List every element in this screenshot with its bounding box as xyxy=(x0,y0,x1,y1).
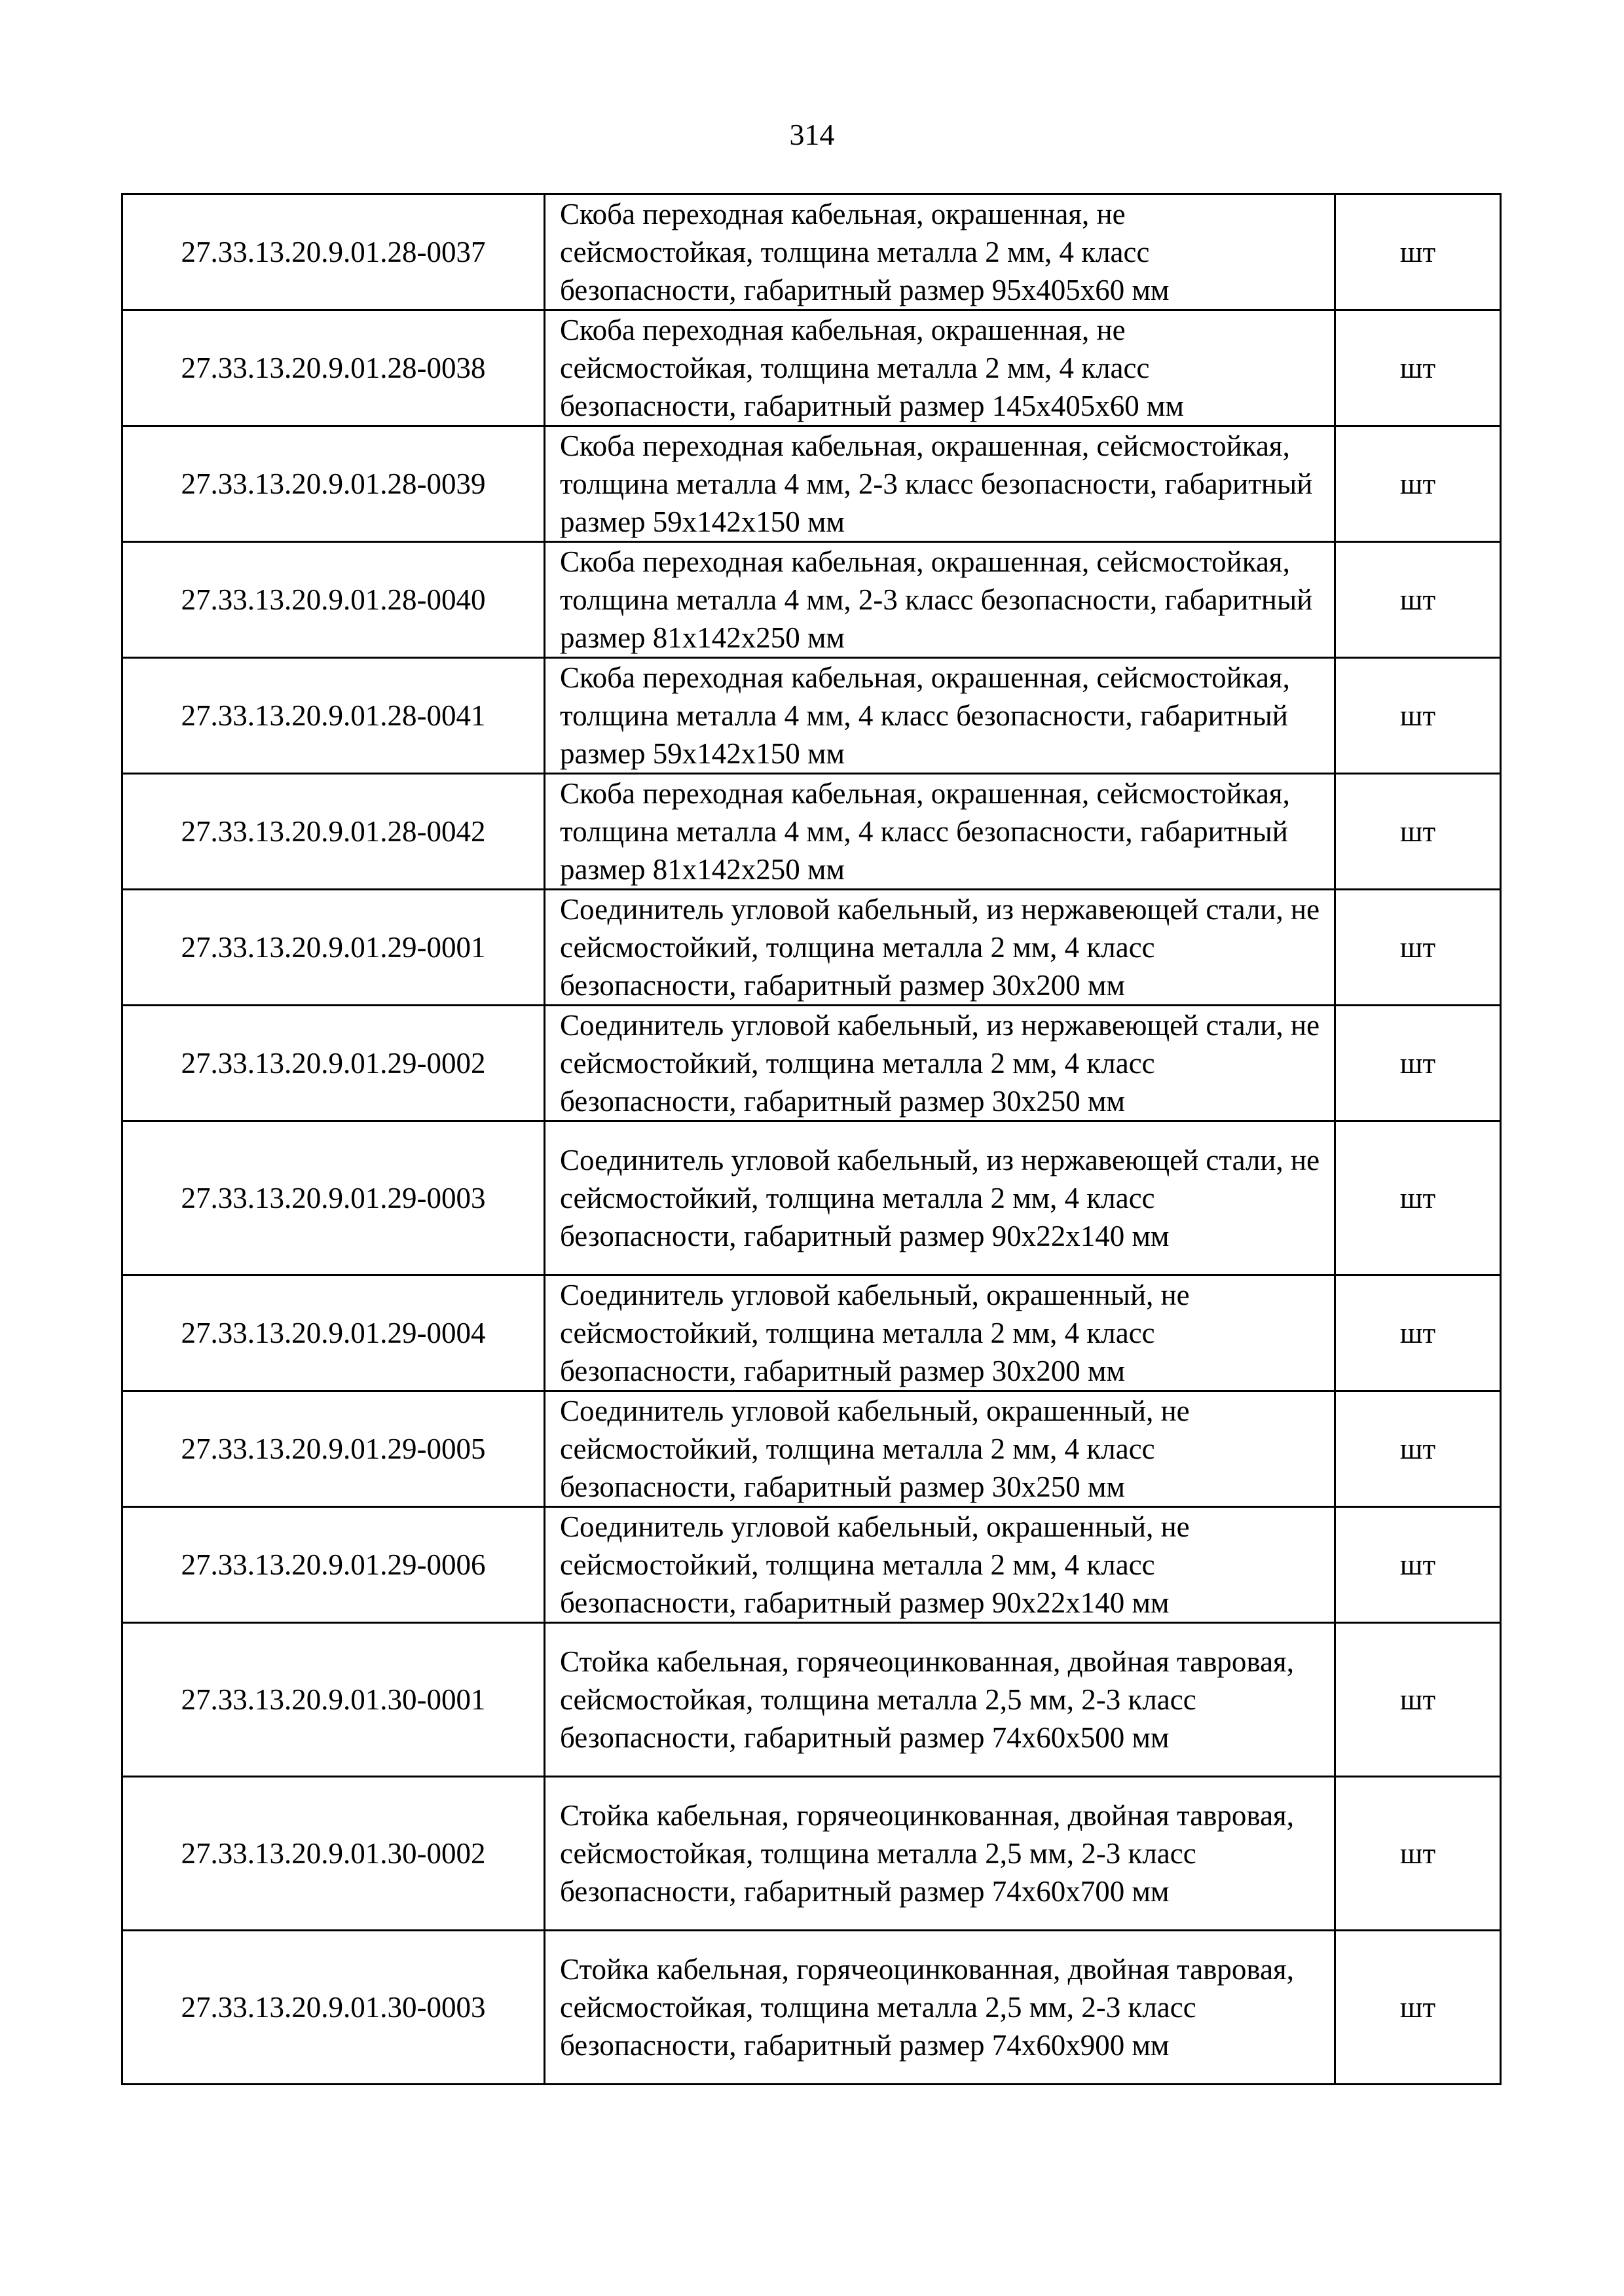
resource-description: Скоба переходная кабельная, окрашенная, сейсмостойкая, толщина металла 4 мм, 4 класс безопасности, габаритный размер 59х142х150 мм xyxy=(545,658,1335,774)
page-number: 314 xyxy=(789,118,835,151)
table-row xyxy=(122,542,1501,658)
unit-of-measure: шт xyxy=(1335,1507,1501,1623)
resource-code: 27.33.13.20.9.01.30-0003 xyxy=(122,1931,545,2085)
resource-description: Стойка кабельная, горячеоцинкованная, двойная тавровая, сейсмостойкая, толщина металла 2,5 мм, 2-3 класс безопасности, габаритный размер 74х60х500 мм xyxy=(545,1623,1335,1777)
unit-of-measure: шт xyxy=(1335,890,1501,1006)
unit-of-measure: шт xyxy=(1335,310,1501,426)
unit-of-measure: шт xyxy=(1335,1931,1501,2085)
unit-of-measure: шт xyxy=(1335,426,1501,542)
table-row xyxy=(122,1931,1501,2085)
table-row xyxy=(122,1275,1501,1391)
unit-of-measure: шт xyxy=(1335,1623,1501,1777)
resource-code: 27.33.13.20.9.01.30-0002 xyxy=(122,1777,545,1931)
resource-description: Скоба переходная кабельная, окрашенная, сейсмостойкая, толщина металла 4 мм, 2-3 класс безопасности, габаритный размер 59х142х150 мм xyxy=(545,426,1335,542)
table-row xyxy=(122,1006,1501,1121)
resource-table xyxy=(121,193,1502,2085)
resource-description: Соединитель угловой кабельный, из нержавеющей стали, не сейсмостойкий, толщина металла 2 мм, 4 класс безопасности, габаритный размер 30х200 мм xyxy=(545,890,1335,1006)
resource-code: 27.33.13.20.9.01.28-0037 xyxy=(122,194,545,310)
unit-of-measure: шт xyxy=(1335,1391,1501,1507)
table-row xyxy=(122,426,1501,542)
unit-of-measure: шт xyxy=(1335,1275,1501,1391)
resource-description: Соединитель угловой кабельный, окрашенный, не сейсмостойкий, толщина металла 2 мм, 4 класс безопасности, габаритный размер 30х250 мм xyxy=(545,1391,1335,1507)
unit-of-measure: шт xyxy=(1335,774,1501,890)
table-row xyxy=(122,310,1501,426)
unit-of-measure: шт xyxy=(1335,1777,1501,1931)
resource-code: 27.33.13.20.9.01.30-0001 xyxy=(122,1623,545,1777)
table-row xyxy=(122,1391,1501,1507)
resource-description: Скоба переходная кабельная, окрашенная, не сейсмостойкая, толщина металла 2 мм, 4 класс безопасности, габаритный размер 95х405х60 мм xyxy=(545,194,1335,310)
resource-code: 27.33.13.20.9.01.29-0005 xyxy=(122,1391,545,1507)
resource-table-body xyxy=(122,194,1501,2085)
unit-of-measure: шт xyxy=(1335,194,1501,310)
table-row xyxy=(122,658,1501,774)
resource-description: Стойка кабельная, горячеоцинкованная, двойная тавровая, сейсмостойкая, толщина металла 2,5 мм, 2-3 класс безопасности, габаритный размер 74х60х900 мм xyxy=(545,1931,1335,2085)
resource-code: 27.33.13.20.9.01.28-0039 xyxy=(122,426,545,542)
resource-description: Соединитель угловой кабельный, из нержавеющей стали, не сейсмостойкий, толщина металла 2 мм, 4 класс безопасности, габаритный размер 90х22х140 мм xyxy=(545,1121,1335,1275)
resource-code: 27.33.13.20.9.01.29-0003 xyxy=(122,1121,545,1275)
resource-code: 27.33.13.20.9.01.28-0038 xyxy=(122,310,545,426)
resource-description: Соединитель угловой кабельный, из нержавеющей стали, не сейсмостойкий, толщина металла 2 мм, 4 класс безопасности, габаритный размер 30х250 мм xyxy=(545,1006,1335,1121)
resource-code: 27.33.13.20.9.01.29-0001 xyxy=(122,890,545,1006)
resource-description: Соединитель угловой кабельный, окрашенный, не сейсмостойкий, толщина металла 2 мм, 4 класс безопасности, габаритный размер 90х22х140 мм xyxy=(545,1507,1335,1623)
table-row xyxy=(122,1507,1501,1623)
unit-of-measure: шт xyxy=(1335,1121,1501,1275)
resource-description: Стойка кабельная, горячеоцинкованная, двойная тавровая, сейсмостойкая, толщина металла 2,5 мм, 2-3 класс безопасности, габаритный размер 74х60х700 мм xyxy=(545,1777,1335,1931)
resource-code: 27.33.13.20.9.01.28-0042 xyxy=(122,774,545,890)
table-row xyxy=(122,1121,1501,1275)
unit-of-measure: шт xyxy=(1335,1006,1501,1121)
resource-description: Скоба переходная кабельная, окрашенная, сейсмостойкая, толщина металла 4 мм, 4 класс безопасности, габаритный размер 81х142х250 мм xyxy=(545,774,1335,890)
unit-of-measure: шт xyxy=(1335,542,1501,658)
resource-description: Скоба переходная кабельная, окрашенная, не сейсмостойкая, толщина металла 2 мм, 4 класс безопасности, габаритный размер 145х405х60 мм xyxy=(545,310,1335,426)
resource-code: 27.33.13.20.9.01.28-0041 xyxy=(122,658,545,774)
table-row xyxy=(122,890,1501,1006)
unit-of-measure: шт xyxy=(1335,658,1501,774)
table-row xyxy=(122,194,1501,310)
resource-code: 27.33.13.20.9.01.29-0004 xyxy=(122,1275,545,1391)
table-row xyxy=(122,1777,1501,1931)
resource-code: 27.33.13.20.9.01.29-0006 xyxy=(122,1507,545,1623)
resource-code: 27.33.13.20.9.01.29-0002 xyxy=(122,1006,545,1121)
resource-code: 27.33.13.20.9.01.28-0040 xyxy=(122,542,545,658)
table-row xyxy=(122,774,1501,890)
table-row xyxy=(122,1623,1501,1777)
resource-description: Соединитель угловой кабельный, окрашенный, не сейсмостойкий, толщина металла 2 мм, 4 класс безопасности, габаритный размер 30х200 мм xyxy=(545,1275,1335,1391)
resource-description: Скоба переходная кабельная, окрашенная, сейсмостойкая, толщина металла 4 мм, 2-3 класс безопасности, габаритный размер 81х142х250 мм xyxy=(545,542,1335,658)
